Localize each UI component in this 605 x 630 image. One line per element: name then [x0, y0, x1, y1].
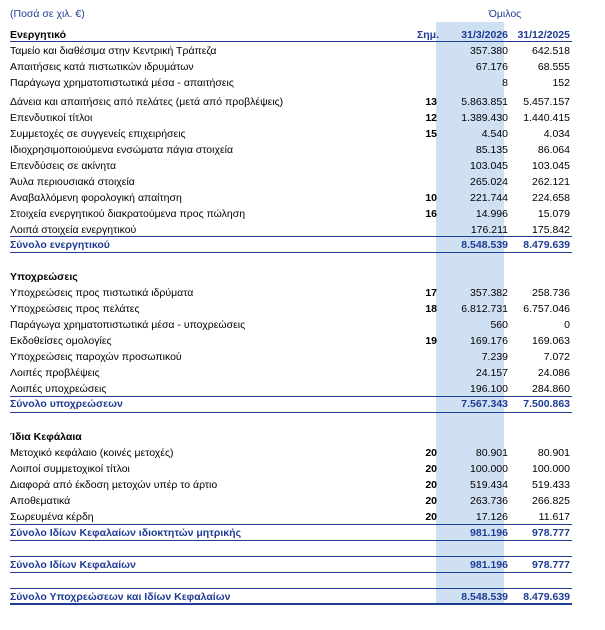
rule-line	[10, 252, 572, 253]
row-value-current: 169.176	[470, 335, 508, 347]
row-label: Λοιποί συμμετοχικοί τίτλοι	[10, 463, 130, 475]
table-row	[10, 350, 572, 364]
header-rule	[10, 41, 572, 42]
rule-line	[10, 588, 572, 589]
row-value-previous: 8.479.639	[523, 591, 570, 603]
table-row	[10, 334, 572, 348]
row-note: 20	[425, 511, 437, 523]
row-value-previous: 68.555	[537, 61, 570, 73]
table-row	[10, 446, 572, 460]
row-label: Μετοχικό κεφάλαιο (κοινές μετοχές)	[10, 447, 174, 459]
table-row	[10, 302, 572, 316]
row-value-current: 7.567.343	[461, 398, 508, 410]
row-label: Υποχρεώσεις προς πιστωτικά ιδρύματα	[10, 287, 194, 299]
row-value-current: 221.744	[470, 192, 508, 204]
table-row	[10, 159, 572, 173]
row-value-previous: 8.479.639	[523, 239, 570, 251]
row-value-current: 67.176	[475, 61, 508, 73]
header-section-label: Ενεργητικό	[10, 29, 67, 41]
row-value-current: 357.380	[470, 45, 508, 57]
row-label: Επενδυτικοί τίτλοι	[10, 112, 93, 124]
row-value-current: 357.382	[470, 287, 508, 299]
row-label: Διαφορά από έκδοση μετοχών υπέρ το άρτιο	[10, 479, 218, 491]
row-note: 10	[425, 192, 437, 204]
row-label: Σύνολο ενεργητικού	[10, 239, 110, 251]
group-caption: Όμιλος	[488, 8, 522, 20]
row-label: Εκδοθείσες ομολογίες	[10, 335, 112, 347]
table-row	[10, 462, 572, 476]
table-row	[10, 175, 572, 189]
table-row	[10, 286, 572, 300]
row-note: 20	[425, 495, 437, 507]
row-value-previous: 7.500.863	[523, 398, 570, 410]
total-row	[10, 558, 572, 572]
row-value-previous: 1.440.415	[523, 112, 570, 124]
row-label: Ίδια Κεφάλαια	[10, 431, 82, 443]
row-value-current: 263.736	[470, 495, 508, 507]
row-value-previous: 152	[552, 77, 570, 89]
row-value-current: 8.548.539	[461, 591, 508, 603]
row-label: Συμμετοχές σε συγγενείς επιχειρήσεις	[10, 128, 186, 140]
total-row	[10, 590, 572, 604]
row-note: 17	[425, 287, 437, 299]
row-label: Ιδιοχρησιμοποιούμενα ενσώματα πάγια στοιχεία	[10, 144, 234, 156]
table-row	[10, 494, 572, 508]
row-label: Σύνολο υποχρεώσεων	[10, 398, 123, 410]
row-note: 13	[425, 96, 437, 108]
row-value-current: 196.100	[470, 383, 508, 395]
row-value-previous: 258.736	[532, 287, 570, 299]
total-row	[10, 238, 572, 252]
row-value-previous: 80.901	[537, 447, 570, 459]
row-value-current: 103.045	[470, 160, 508, 172]
row-value-current: 981.196	[470, 527, 508, 539]
row-note: 18	[425, 303, 437, 315]
row-value-previous: 15.079	[537, 208, 570, 220]
row-value-previous: 100.000	[532, 463, 570, 475]
row-value-previous: 6.757.046	[523, 303, 570, 315]
row-label: Αναβαλλόμενη φορολογική απαίτηση	[10, 192, 182, 204]
row-label: Λοιπές υποχρεώσεις	[10, 383, 107, 395]
row-value-previous: 0	[564, 319, 570, 331]
rule-line	[10, 540, 572, 541]
table-row	[10, 510, 572, 524]
row-value-current: 4.540	[481, 128, 508, 140]
row-value-current: 8.548.539	[461, 239, 508, 251]
rule-line	[10, 396, 572, 397]
table-row	[10, 60, 572, 74]
total-row	[10, 397, 572, 411]
table-row	[10, 143, 572, 157]
row-value-current: 519.434	[470, 479, 508, 491]
row-label: Παράγωγα χρηματοπιστωτικά μέσα - απαιτήσεις	[10, 77, 234, 89]
row-label: Σύνολο Ιδίων Κεφαλαίων ιδιοκτητών μητρικής	[10, 527, 242, 539]
header-date-previous: 31/12/2025	[517, 29, 570, 41]
row-value-previous: 266.825	[532, 495, 570, 507]
row-label: Άυλα περιουσιακά στοιχεία	[10, 176, 135, 188]
rule-line	[10, 603, 572, 605]
row-value-previous: 224.658	[532, 192, 570, 204]
table-row	[10, 95, 572, 109]
row-value-current: 6.812.731	[461, 303, 508, 315]
section-heading	[10, 270, 572, 284]
table-row	[10, 44, 572, 58]
table-row	[10, 318, 572, 332]
table-row	[10, 478, 572, 492]
rule-line	[10, 236, 572, 237]
rule-line	[10, 524, 572, 525]
row-value-current: 7.239	[481, 351, 508, 363]
table-row	[10, 127, 572, 141]
column-header	[10, 29, 572, 41]
row-label: Απαιτήσεις κατά πιστωτικών ιδρυμάτων	[10, 61, 194, 73]
row-value-previous: 11.617	[538, 511, 570, 523]
row-value-current: 176.211	[470, 224, 508, 236]
row-value-previous: 642.518	[532, 45, 570, 57]
row-note: 20	[425, 447, 437, 459]
row-value-previous: 103.045	[532, 160, 570, 172]
row-value-previous: 262.121	[532, 176, 570, 188]
table-row	[10, 382, 572, 396]
row-note: 15	[425, 128, 437, 140]
row-value-previous: 978.777	[532, 559, 570, 571]
row-note: 12	[425, 112, 437, 124]
total-row	[10, 526, 572, 540]
table-row	[10, 76, 572, 90]
row-value-current: 80.901	[475, 447, 508, 459]
section-heading	[10, 430, 572, 444]
row-label: Αποθεματικά	[10, 495, 71, 507]
row-value-previous: 24.086	[537, 367, 570, 379]
row-label: Δάνεια και απαιτήσεις από πελάτες (μετά από προβλέψεις)	[10, 96, 284, 108]
row-note: 16	[425, 208, 437, 220]
row-value-current: 100.000	[470, 463, 508, 475]
row-label: Σωρευμένα κέρδη	[10, 511, 94, 523]
row-label: Λοιπές προβλέψεις	[10, 367, 100, 379]
row-label: Παράγωγα χρηματοπιστωτικά μέσα - υποχρεώσεις	[10, 319, 246, 331]
row-value-previous: 86.064	[537, 144, 570, 156]
table-row	[10, 191, 572, 205]
row-note: 20	[425, 479, 437, 491]
row-value-current: 85.135	[475, 144, 508, 156]
table-row	[10, 111, 572, 125]
table-row	[10, 207, 572, 221]
header-note: Σημ.	[416, 29, 439, 41]
row-value-current: 24.157	[475, 367, 508, 379]
row-label: Ταμείο και διαθέσιμα στην Κεντρική Τράπεζα	[10, 45, 217, 57]
row-value-current: 8	[502, 77, 508, 89]
row-value-current: 14.996	[475, 208, 508, 220]
row-label: Υποχρεώσεις παροχών προσωπικού	[10, 351, 182, 363]
row-value-previous: 978.777	[532, 527, 570, 539]
table-row	[10, 366, 572, 380]
row-value-current: 5.863.851	[461, 96, 508, 108]
row-value-current: 17.126	[475, 511, 508, 523]
row-note: 19	[425, 335, 437, 347]
row-value-current: 265.024	[470, 176, 508, 188]
row-value-current: 560	[490, 319, 508, 331]
rule-line	[10, 572, 572, 573]
row-label: Σύνολο Ιδίων Κεφαλαίων	[10, 559, 136, 571]
row-note: 20	[425, 463, 437, 475]
row-value-previous: 169.063	[532, 335, 570, 347]
row-value-current: 1.389.430	[461, 112, 508, 124]
row-value-previous: 7.072	[543, 351, 570, 363]
rule-line	[10, 556, 572, 557]
header-date-current: 31/3/2026	[461, 29, 508, 41]
row-value-current: 981.196	[470, 559, 508, 571]
row-label: Υποχρεώσεις	[10, 271, 78, 283]
table-row	[10, 223, 572, 237]
row-value-previous: 4.034	[543, 128, 570, 140]
row-label: Λοιπά στοιχεία ενεργητικού	[10, 224, 137, 236]
row-value-previous: 284.860	[532, 383, 570, 395]
row-value-previous: 175.842	[532, 224, 570, 236]
row-label: Υποχρεώσεις προς πελάτες	[10, 303, 140, 315]
row-value-previous: 5.457.157	[523, 96, 570, 108]
rule-line	[10, 412, 572, 413]
row-label: Σύνολο Υποχρεώσεων και Ιδίων Κεφαλαίων	[10, 591, 231, 603]
row-label: Επενδύσεις σε ακίνητα	[10, 160, 117, 172]
unit-caption: (Ποσά σε χιλ. €)	[10, 8, 85, 20]
row-value-previous: 519.433	[532, 479, 570, 491]
row-label: Στοιχεία ενεργητικού διακρατούμενα προς πώληση	[10, 208, 246, 220]
